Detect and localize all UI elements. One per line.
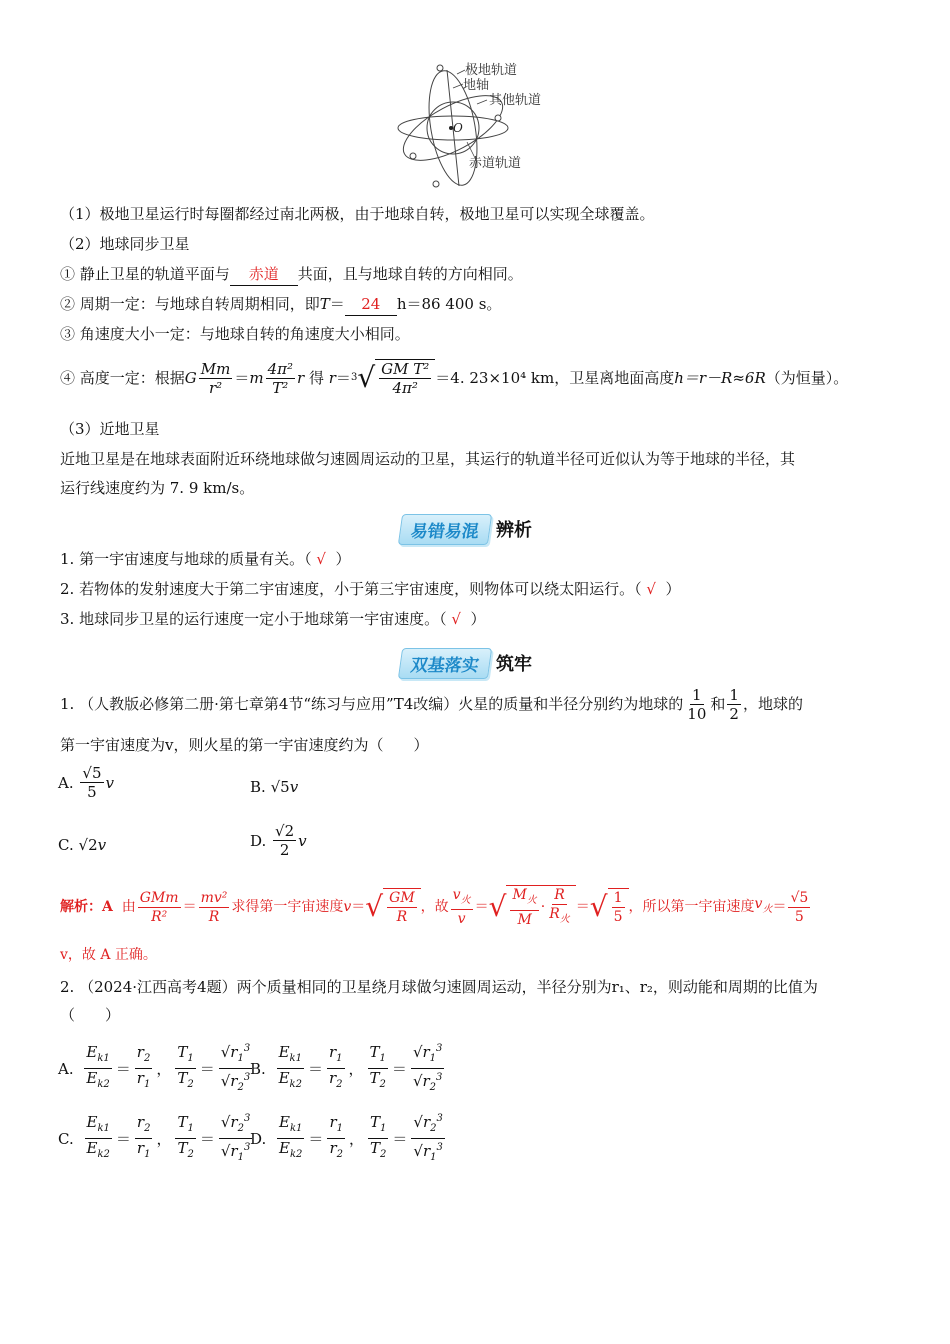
blank-answer-24: 24 — [345, 293, 397, 316]
option-c[interactable]: C. $\frac{E_{k1}}{E_{k2}}$ ＝ $\frac{r_2}{r_1}$ ， $\frac{T_1}{T_2}$ ＝ $\frac{√r_2^3}{√r_1^3}$ — [58, 1110, 254, 1167]
section-banner-basics: 双基落实 筑牢 — [400, 648, 532, 678]
orbit-diagram — [395, 60, 565, 195]
para-near-title: （3）近地卫星 — [60, 420, 160, 438]
check-mark: √ — [646, 580, 656, 598]
diagram-label-polar: 极地轨道 — [465, 63, 518, 78]
judge-item: 2. 若物体的发射速度大于第二宇宙速度，小于第三宇宙速度，则物体可以绕太阳运行。（ √ ） — [60, 580, 681, 598]
section-banner-errors: 易错易混 辨析 — [400, 514, 532, 544]
check-mark: √ — [451, 610, 461, 628]
judge-item: 1. 第一宇宙速度与地球的质量有关。（ √ ） — [60, 550, 351, 568]
para-polar: （1）极地卫星运行时每圈都经过南北两极，由于地球自转，极地卫星可以实现全球覆盖。 — [60, 205, 655, 223]
para-sync-title: （2）地球同步卫星 — [60, 235, 190, 253]
diagram-label-other: 其他轨道 — [489, 93, 542, 108]
check-mark: √ — [316, 550, 326, 568]
option-a[interactable]: A. $\frac{E_{k1}}{E_{k2}}$ ＝ $\frac{r_2}{r_1}$ ， $\frac{T_1}{T_2}$ ＝ $\frac{√r_1^3}{√r_2^3}$ — [58, 1040, 254, 1097]
para-sync-4: ④ 高度一定：根据 G $\frac{Mm}{\text{r²}}$ ＝ m $\frac{\text{4π²}}{\text{T²}}$ r 得 r ＝ 3 √ $\frac{\text{GM T²}}{\text{4π²}}$ ＝4. 23×10⁴ km，卫星离地面高度 h＝r－R≈6R （为恒量）。 — [60, 359, 849, 397]
question-1-stem: 1. （人教版必修第二册·第七章第4节“练习与应用”T4改编）火星的质量和半径分别约为地球的 $\frac{1}{10}$ 和 $\frac{1}{2}$ ，地球的 — [60, 685, 803, 723]
para-sync-3: ③ 角速度大小一定：与地球自转的角速度大小相同。 — [60, 325, 410, 343]
option-a[interactable]: A. $\frac{√5}{5}$ v — [58, 764, 114, 801]
para-near-2: 运行线速度约为 7. 9 km/s。 — [60, 479, 255, 497]
option-b[interactable]: B. $\frac{E_{k1}}{E_{k2}}$ ＝ $\frac{r_1}{r_2}$ ， $\frac{T_1}{T_2}$ ＝ $\frac{√r_1^3}{√r_2^3}$ — [250, 1040, 446, 1097]
judge-item: 3. 地球同步卫星的运行速度一定小于地球第一宇宙速度。（ √ ） — [60, 610, 486, 628]
para-sync-1: ① 静止卫星的轨道平面与 赤道 共面，且与地球自转的方向相同。 — [60, 263, 523, 286]
para-sync-2: ② 周期一定：与地球自转周期相同，即T＝ 24 h＝86 400 s。 — [60, 293, 501, 316]
question-1-stem-2: 第一宇宙速度为v，则火星的第一宇宙速度约为（ ） — [60, 736, 429, 754]
question-2-stem: 2. （2024·江西高考4题）两个质量相同的卫星绕月球做匀速圆周运动，半径分别为r₁、r₂，则动能和周期的比值为 — [60, 978, 818, 996]
question-1-analysis: 解析： A 由 $\frac{\text{GMm}}{\text{R²}}$ ＝ $\frac{\text{mv²}}{R}$ 求得第一宇宙速度 v ＝ √ $\frac{GM}{R}$ ，故 $\frac{v_火}{v}$ ＝ √ $\frac{M_火}{M}$ · $\frac{R}{R_火}$ ＝ √ $\frac{1}{5}$ ，所以第一宇宙速度 $v_火$ ＝ $\frac{√5}{5}$ — [60, 886, 809, 928]
blank-answer-equator: 赤道 — [230, 263, 298, 286]
para-near-1: 近地卫星是在地球表面附近环绕地球做匀速圆周运动的卫星，其运行的轨道半径可近似认为等于地球的半径，其 — [60, 450, 796, 468]
question-2-paren: （ ） — [60, 1006, 121, 1024]
option-d[interactable]: D. $\frac{√2}{2}$ v — [250, 822, 307, 859]
option-b[interactable]: B. √ 5 v — [250, 778, 299, 796]
diagram-label-center: O — [453, 121, 463, 135]
option-c[interactable]: C. √ 2 v — [58, 836, 107, 854]
diagram-label-axis: 地轴 — [463, 78, 490, 93]
question-1-analysis-2: v，故 A 正确。 — [60, 947, 157, 963]
option-d[interactable]: D. $\frac{E_{k1}}{E_{k2}}$ ＝ $\frac{r_1}{r_2}$ ， $\frac{T_1}{T_2}$ ＝ $\frac{√r_2^3}{√r_1^3}$ — [250, 1110, 447, 1167]
diagram-label-equator: 赤道轨道 — [469, 156, 522, 171]
